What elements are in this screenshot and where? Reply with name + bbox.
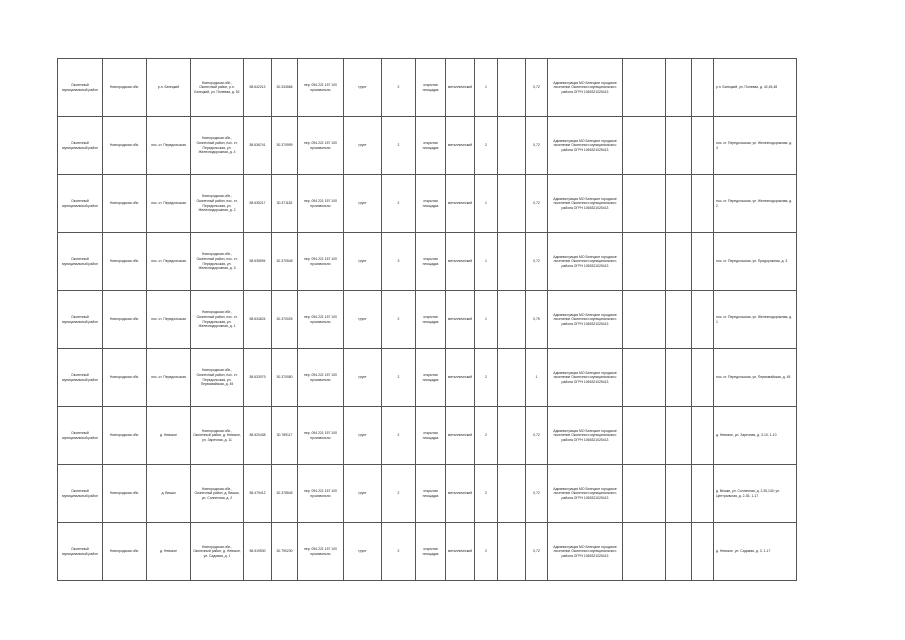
table-cell: пос. ст. Передольская [147,291,191,349]
table-cell: 0,72 [525,175,547,233]
table-cell: р.п. Батецкий [147,59,191,117]
table-cell: грунт [344,523,382,581]
table-cell [622,117,665,175]
table-cell: р.п. Батецкий, ул. Полевая, д. 42,45,48 [713,59,796,117]
table-cell: 2 [382,291,416,349]
table-cell: д. Вешки, ул. Солнечная, д. 2,35,140; ул. Центральная, д. 2-35, 1-17 [713,465,796,523]
table-cell: Оконечный муниципальный район [58,117,103,175]
table-cell: открытая площадка [416,59,446,117]
table-cell: д. Вешки [147,465,191,523]
table-cell: грунт [344,349,382,407]
table-cell [665,175,691,233]
table-cell [691,233,713,291]
table-cell: пос. ст. Передольская [147,233,191,291]
table-cell [691,59,713,117]
table-cell [665,407,691,465]
table-cell [497,407,525,465]
table-cell: Оконечный муниципальный район [58,523,103,581]
table-cell: 0,72 [525,117,547,175]
table-row [58,175,797,233]
table-cell: Администрация МО Батецкое городское поселение Оконечного муниципального района ОГРН 1065321025413 [547,407,622,465]
table-cell: открытая площадка [416,407,446,465]
table-cell [497,291,525,349]
table-row [58,117,797,175]
table-cell: 1 [474,291,497,349]
table-cell: открытая площадка [416,175,446,233]
table-cell: пос. ст. Передольская, ул. Железнодорожная, д. 4 [713,117,796,175]
table-cell: 58.642212 [244,59,272,117]
table-cell: пер. 094.221 157 100 произвольно [298,407,344,465]
table-cell [622,291,665,349]
table-cell: Новгородская обл., Оконечный район, пос. ст. Передольская, ул. Железнодорожная, д. 4 [191,117,244,175]
table-cell: металлический [446,233,475,291]
table-cell: 2 [382,59,416,117]
table-cell [497,59,525,117]
table-cell: 58.635594 [244,233,272,291]
table-cell: пос. ст. Передольская, ул. Железнодорожная, д. 1 [713,291,796,349]
table-cell: 58.636741 [244,117,272,175]
table-cell: 30.370080 [272,349,298,407]
table-cell: металлический [446,465,475,523]
registry-table-body [58,59,797,581]
table-cell: открытая площадка [416,291,446,349]
table-cell: 1 [474,175,497,233]
table-cell: пер. 094.221 157 100 произвольно [298,175,344,233]
table-cell: Администрация МО Батецкое городское поселение Оконечного муниципального района ОГРН 1065321025413 [547,117,622,175]
table-cell: 0,72 [525,59,547,117]
table-cell: пер. 094.221 157 100 произвольно [298,349,344,407]
table-cell: 2 [382,523,416,581]
table-cell: 30.370025 [272,291,298,349]
table-cell: 0,72 [525,233,547,291]
table-cell: 0,72 [525,407,547,465]
table-cell: открытая площадка [416,233,446,291]
table-cell: 2 [474,117,497,175]
table-cell: металлический [446,407,475,465]
table-cell [691,523,713,581]
table-cell: 2 [382,349,416,407]
table-cell: пос. ст. Передольская, ул. Придорожная, д. 3 [713,233,796,291]
table-cell: 58.635217 [244,175,272,233]
table-cell: Администрация МО Батецкое городское поселение Оконечного муниципального района ОГРН 1065321025413 [547,349,622,407]
table-cell: Администрация МО Батецкое городское поселение Оконечного муниципального района ОГРН 1065321025413 [547,465,622,523]
table-cell [691,349,713,407]
table-cell: 2 [474,349,497,407]
table-cell: пос. ст. Передольская, ул. Железнодорожная, д. 2 [713,175,796,233]
table-cell: 58.479412 [244,465,272,523]
table-cell [691,291,713,349]
table-cell: пер. 094.221 157 100 произвольно [298,117,344,175]
table-cell: 30.334566 [272,59,298,117]
table-cell: Администрация МО Батецкое городское поселение Оконечного муниципального района ОГРН 1065321025413 [547,523,622,581]
table-cell: Администрация МО Батецкое городское поселение Оконечного муниципального района ОГРН 1065321025413 [547,233,622,291]
table-cell [497,349,525,407]
table-row [58,465,797,523]
table-cell: 0,72 [525,465,547,523]
table-cell: Администрация МО Батецкое городское поселение Оконечного муниципального района ОГРН 1065321025413 [547,175,622,233]
table-cell [622,523,665,581]
table-cell: 2 [382,117,416,175]
table-cell: 2 [474,523,497,581]
table-cell [497,523,525,581]
table-cell: 1 [525,349,547,407]
table-cell [665,465,691,523]
table-cell: Новгородская обл., Оконечный район, пос. ст. Передольская, ул. Железнодорожная, д. 2 [191,175,244,233]
table-cell [665,523,691,581]
table-cell: металлический [446,291,475,349]
table-cell: 2 [382,465,416,523]
table-cell: 30.789117 [272,407,298,465]
table-cell: Новгородская обл. [103,117,147,175]
table-cell: открытая площадка [416,117,446,175]
table-cell: Оконечный муниципальный район [58,59,103,117]
table-cell: Новгородская обл. [103,175,147,233]
table-cell: д. Невское [147,407,191,465]
table-cell: грунт [344,407,382,465]
table-cell: пос. ст. Передольская [147,349,191,407]
table-cell: Оконечный муниципальный район [58,349,103,407]
table-cell: Новгородская обл., Оконечный район, д. Вешки, ул. Солнечная, д. 2 [191,465,244,523]
table-cell: 1 [474,59,497,117]
registry-table [57,58,797,581]
table-cell [497,175,525,233]
table-cell: открытая площадка [416,523,446,581]
table-cell [691,117,713,175]
table-cell [665,59,691,117]
table-cell: Новгородская обл., Оконечный район, д. Невское, ул. Заречная, д. 11 [191,407,244,465]
table-row [58,407,797,465]
table-cell: 2 [382,175,416,233]
table-row [58,349,797,407]
table-cell: Новгородская обл. [103,349,147,407]
table-cell [665,291,691,349]
table-cell: металлический [446,349,475,407]
table-cell: 58.520438 [244,407,272,465]
table-cell: грунт [344,117,382,175]
table-cell [497,465,525,523]
table-cell: 30.371182 [272,175,298,233]
table-cell [665,233,691,291]
table-cell: металлический [446,117,475,175]
table-cell [622,465,665,523]
table-cell [691,407,713,465]
table-cell: 30.370548 [272,233,298,291]
table-cell: грунт [344,175,382,233]
table-cell: 3 [382,233,416,291]
table-cell [665,349,691,407]
table-cell: Оконечный муниципальный район [58,233,103,291]
table-cell [622,175,665,233]
table-cell: пер. 094.221 157 100 произвольно [298,59,344,117]
table-cell [665,117,691,175]
table-cell: открытая площадка [416,349,446,407]
table-cell: пер. 094.221 157 100 произвольно [298,465,344,523]
table-cell: Новгородская обл. [103,465,147,523]
table-cell: пос. ст. Передольская [147,175,191,233]
table-cell [622,233,665,291]
table-cell: Новгородская обл., Оконечный район, пос. ст. Передольская, ул. Железнодорожная, д. 1 [191,291,244,349]
table-cell: пер. 094.221 157 100 произвольно [298,523,344,581]
table-cell: Новгородская обл. [103,523,147,581]
table-cell: Новгородская обл., Оконечный район, пос. ст. Передольская, ул. Первомайская, д. 45 [191,349,244,407]
table-cell: грунт [344,59,382,117]
table-cell: открытая площадка [416,465,446,523]
table-cell [622,59,665,117]
table-cell [497,233,525,291]
table-cell: пер. 094.221 157 100 произвольно [298,291,344,349]
table-cell: грунт [344,291,382,349]
table-cell: 0,75 [525,291,547,349]
table-row [58,233,797,291]
table-row [58,291,797,349]
table-cell [691,175,713,233]
table-cell: 30.790230 [272,523,298,581]
table-cell: 58.633079 [244,349,272,407]
table-row [58,523,797,581]
table-cell: 58.519530 [244,523,272,581]
table-cell: Новгородская обл., Оконечный район, пос. ст. Передольская, ул. Железнодорожная, д. 3 [191,233,244,291]
table-cell: Администрация МО Батецкое городское поселение Оконечного муниципального района ОГРН 1065321025413 [547,291,622,349]
table-cell: Новгородская обл. [103,407,147,465]
table-cell [622,349,665,407]
table-cell: Оконечный муниципальный район [58,175,103,233]
table-cell: 30.370999 [272,117,298,175]
table-cell: 2 [382,407,416,465]
table-cell: пер. 094.221 157 100 произвольно [298,233,344,291]
table-cell: Оконечный муниципальный район [58,465,103,523]
table-cell: 1 [474,233,497,291]
table-cell: д. Невское [147,523,191,581]
table-cell [622,407,665,465]
table-cell: Оконечный муниципальный район [58,291,103,349]
table-cell: металлический [446,175,475,233]
table-cell: Новгородская обл., Оконечный район, д. Невское, ул. Садовая, д. 1 [191,523,244,581]
table-cell: пос. ст. Передольская [147,117,191,175]
table-cell: д. Невское, ул. Заречная, д. 3-10, 1-10 [713,407,796,465]
table-cell [497,117,525,175]
table-cell: грунт [344,465,382,523]
table-row [58,59,797,117]
table-cell: Оконечный муниципальный район [58,407,103,465]
table-cell: Новгородская обл. [103,291,147,349]
table-cell: металлический [446,59,475,117]
table-cell: 0,72 [525,523,547,581]
table-cell: Новгородская обл. [103,233,147,291]
table-cell: Новгородская обл., Оконечный район, р.п. Батецкий, ул. Полевая, д. 52 [191,59,244,117]
table-cell: 58.634624 [244,291,272,349]
table-cell: Администрация МО Батецкое городское поселение Оконечного муниципального района ОГРН 1065321025413 [547,59,622,117]
table-cell: 2 [474,465,497,523]
table-cell: 30.378545 [272,465,298,523]
table-cell: грунт [344,233,382,291]
table-cell [691,465,713,523]
table-cell: д. Невское, ул. Садовая, д. 3, 1-17 [713,523,796,581]
table-cell: 2 [474,407,497,465]
table-cell: Новгородская обл. [103,59,147,117]
table-cell: пос. ст. Передольская, ул. Первомайская, д. 45 [713,349,796,407]
table-cell: металлический [446,523,475,581]
